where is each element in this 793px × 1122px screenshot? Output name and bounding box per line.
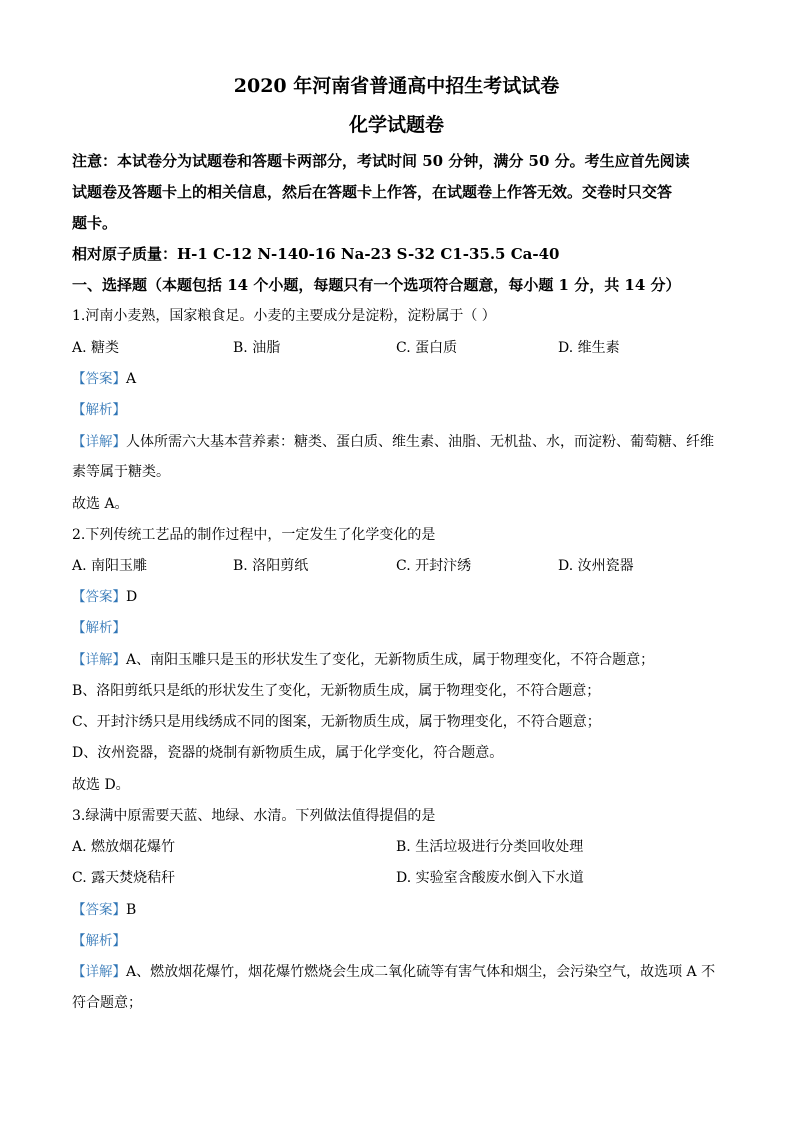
detail-text: A、燃放烟花爆竹，烟花爆竹燃烧会生成二氧化硫等有害气体和烟尘，会污染空气，故选项 A 不: [126, 964, 716, 980]
conclusion: 故选 D。: [72, 777, 130, 793]
notice-line-2: 试题卷及答题卡上的相关信息，然后在答题卡上作答，在试题卷上作答无效。交卷时只交答: [72, 183, 673, 201]
option-c: C. 蛋白质: [396, 340, 458, 356]
answer-label: 【答案】: [72, 371, 126, 387]
detail-text: 人体所需六大基本营养素：糖类、蛋白质、维生素、油脂、无机盐、水，而淀粉、葡萄糖、纤维: [126, 434, 714, 450]
notice-line-3: 题卡。: [72, 214, 118, 232]
option-d: D. 实验室含酸废水倒入下水道: [396, 870, 584, 886]
detail-label: 【详解】: [72, 964, 126, 980]
detail-line: [72, 650, 654, 670]
answer-value: B: [126, 902, 137, 918]
answer-value: A: [126, 371, 137, 387]
answer-line: [72, 369, 136, 389]
option-c: C. 开封汴绣: [396, 558, 472, 574]
exam-subtitle: 化学试题卷: [348, 114, 444, 136]
option-d: D. 维生素: [558, 340, 620, 356]
section-heading: 一、选择题（本题包括 14 个小题，每题只有一个选项符合题意，每小题 1 分，共 14 分）: [72, 276, 681, 294]
answer-line: [72, 900, 136, 920]
option-c: C. 露天焚烧秸秆: [72, 870, 176, 886]
detail-label: 【详解】: [72, 434, 126, 450]
detail-text: B、洛阳剪纸只是纸的形状发生了变化，无新物质生成，属于物理变化，不符合题意；: [72, 683, 601, 699]
detail-line: [72, 432, 714, 452]
option-b: B. 油脂: [233, 340, 281, 356]
detail-line: [72, 962, 715, 982]
answer-line: [72, 587, 137, 607]
detail-text: C、开封汴绣只是用线绣成不同的图案，无新物质生成，属于物理变化，不符合题意；: [72, 714, 601, 730]
answer-value: D: [126, 589, 138, 605]
detail-text: 素等属于糖类。: [72, 464, 170, 480]
option-b: B. 生活垃圾进行分类回收处理: [396, 839, 584, 855]
option-a: A. 南阳玉雕: [72, 558, 148, 574]
detail-text: D、汝州瓷器，瓷器的烧制有新物质生成，属于化学变化，符合题意。: [72, 745, 504, 761]
analysis-label: 【解析】: [72, 402, 126, 418]
notice-line-1: 注意：本试卷分为试题卷和答题卡两部分，考试时间 50 分钟，满分 50 分。考生应首先阅读: [72, 152, 690, 170]
question-stem: 2.下列传统工艺品的制作过程中，一定发生了化学变化的是: [72, 527, 436, 543]
answer-label: 【答案】: [72, 902, 126, 918]
detail-text: A、南阳玉雕只是玉的形状发生了变化，无新物质生成，属于物理变化，不符合题意；: [126, 652, 655, 668]
detail-text: 符合题意；: [72, 995, 142, 1011]
option-d: D. 汝州瓷器: [558, 558, 634, 574]
answer-label: 【答案】: [72, 589, 126, 605]
option-b: B. 洛阳剪纸: [233, 558, 309, 574]
analysis-label: 【解析】: [72, 620, 126, 636]
question-stem: 3.绿满中原需要天蓝、地绿、水清。下列做法值得提倡的是: [72, 808, 436, 824]
conclusion: 故选 A。: [72, 496, 129, 512]
option-a: A. 燃放烟花爆竹: [72, 839, 176, 855]
exam-title: 2020 年河南省普通高中招生考试试卷: [233, 75, 560, 97]
atomic-masses: 相对原子质量：H-1 C-12 N-140-16 Na-23 S-32 C1-35.5 Ca-40: [72, 245, 560, 263]
detail-label: 【详解】: [72, 652, 126, 668]
question-stem: 1.河南小麦熟，国家粮食足。小麦的主要成分是淀粉，淀粉属于（ ）: [72, 308, 496, 324]
analysis-label: 【解析】: [72, 933, 126, 949]
option-a: A. 糖类: [72, 340, 120, 356]
